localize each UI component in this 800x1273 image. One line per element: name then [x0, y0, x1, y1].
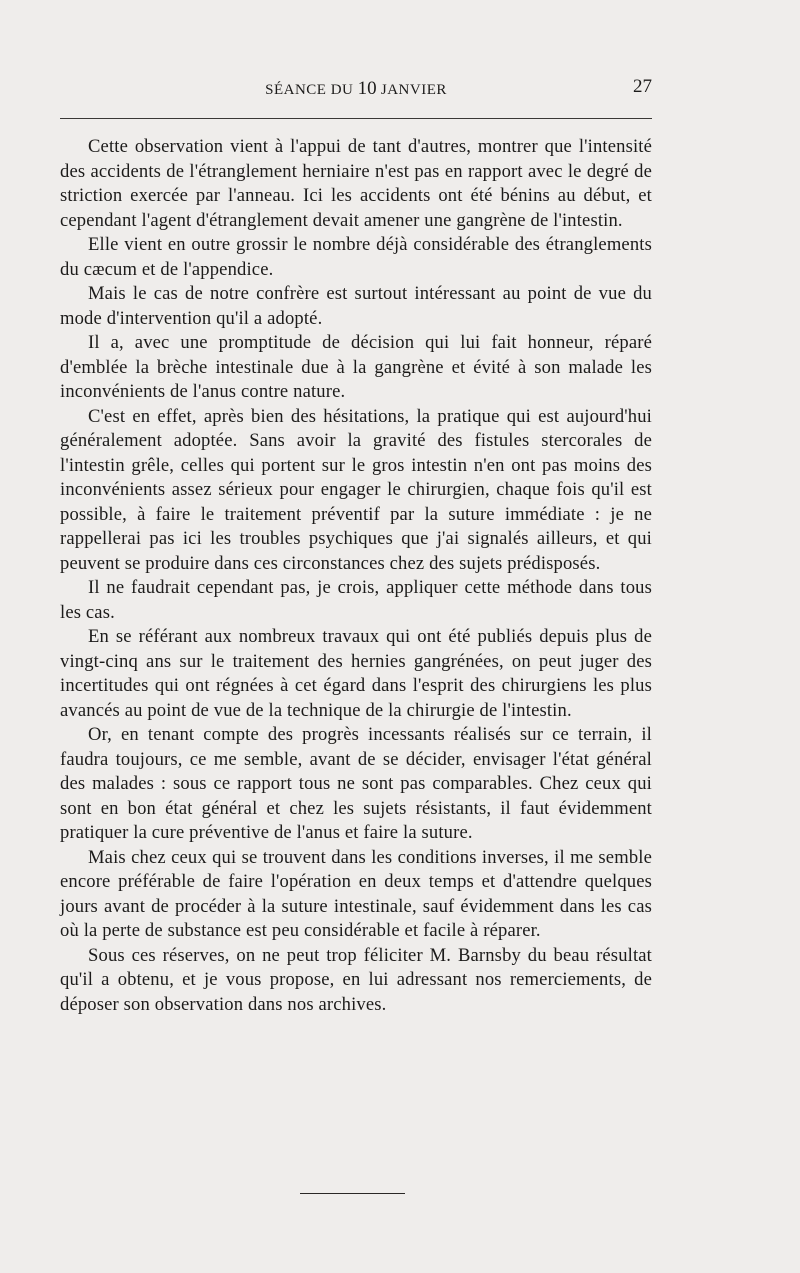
header-rule [60, 118, 652, 119]
paragraph: Mais chez ceux qui se trouvent dans les conditions inverses, il me semble encore préférable de faire l'opération en deux temps et d'attendre quelques jours avant de procéder à la suture intestinale, sauf évidemment dans les cas où la perte de substance est peu considérable et facile à réparer. [60, 846, 652, 941]
paragraph: C'est en effet, après bien des hésitations, la pratique qui est aujourd'hui généralement adoptée. Sans avoir la gravité des fistules stercorales de l'intestin grêle, celles qui portent sur le gros intestin n'en ont pas moins des inconvénients assez sérieux pour engager le chirurgien, chaque fois qu'il est possible, à faire le traitement préventif par la suture immédiate : je ne rappellerai pas ici les troubles psychiques que j'ai signalés ailleurs, et qui peuvent se produire dans ces circonstances chez des sujets prédisposés. [60, 405, 652, 574]
end-rule [300, 1193, 405, 1194]
paragraph: Cette observation vient à l'appui de tant d'autres, montrer que l'intensité des accidents de l'étranglement herniaire n'est pas en rapport avec le degré de striction exercée par l'anneau. Ici les accidents ont été bénins au début, et cependant l'agent d'étranglement devait amener une gangrène de l'intestin. [60, 136, 652, 231]
paragraph: Il a, avec une promptitude de décision qui lui fait honneur, réparé d'emblée la brèche intestinale due à la gangrène et évité à son malade les inconvénients de l'anus contre nature. [60, 332, 652, 402]
page-number: 27 [633, 76, 652, 97]
running-title-suffix: JANVIER [376, 82, 447, 98]
running-header [60, 76, 652, 100]
running-title-date-number: 10 [357, 78, 377, 99]
paragraph: Elle vient en outre grossir le nombre déjà considérable des étranglements du cæcum et de l'appendice. [60, 234, 652, 280]
running-title [60, 78, 652, 100]
paragraph: Or, en tenant compte des progrès incessants réalisés sur ce terrain, il faudra toujours, ce me semble, avant de se décider, envisager l'état général des malades : sous ce rapport tous ne sont pas comparables. Chez ceux qui sont en bon état général et chez les sujets résistants, il faut évidemment pratiquer la cure préventive de l'anus et faire la suture. [60, 724, 652, 843]
paragraph: En se référant aux nombreux travaux qui ont été publiés depuis plus de vingt-cinq ans sur le traitement des hernies gangrénées, on peut juger des incertitudes qui ont régnées à cet égard dans l'esprit des chirurgiens les plus avancés au point de vue de la technique de la chirurgie de l'intestin. [60, 626, 652, 721]
body-text [60, 135, 652, 1017]
running-title-prefix: SÉANCE DU [265, 82, 358, 98]
paragraph: Mais le cas de notre confrère est surtout intéressant au point de vue du mode d'intervention qu'il a adopté. [60, 283, 652, 329]
paragraph: Sous ces réserves, on ne peut trop féliciter M. Barnsby du beau résultat qu'il a obtenu, et je vous propose, en lui adressant nos remerciements, de déposer son observation dans nos archives. [60, 944, 652, 1015]
paragraph: Il ne faudrait cependant pas, je crois, appliquer cette méthode dans tous les cas. [60, 577, 652, 623]
